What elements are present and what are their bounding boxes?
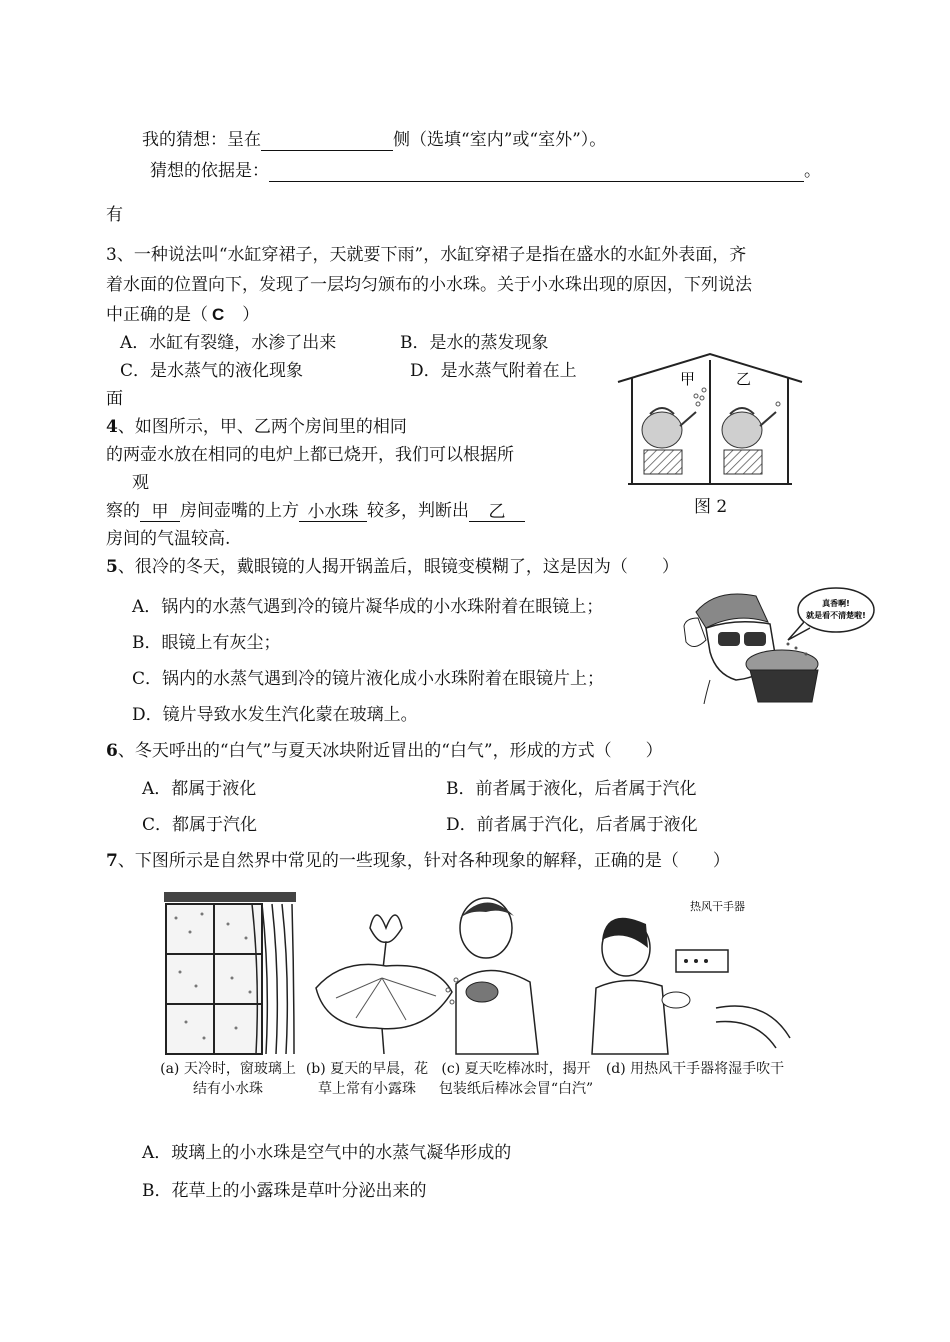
basis-blank[interactable] bbox=[269, 161, 804, 182]
q3-optC: C．是水蒸气的液化现象 bbox=[120, 361, 304, 381]
q3-line2: 着水面的位置向下，发现了一层均匀颁布的小水珠。关于小水珠出现的原因，下列说法 bbox=[106, 275, 752, 295]
q4-line1 bbox=[106, 416, 407, 438]
bubble-line1: 真香啊! bbox=[822, 599, 850, 608]
dryer-label: 热风干手器 bbox=[690, 900, 745, 913]
q6-optD: D．前者属于汽化，后者属于液化 bbox=[446, 815, 698, 835]
q3-optA: A．水缸有裂缝，水渗了出来 bbox=[120, 333, 337, 353]
q6-optC: C．都属于汽化 bbox=[142, 815, 258, 835]
basis-suffix: 。 bbox=[804, 161, 821, 181]
q5-optA: A．锅内的水蒸气遇到冷的镜片凝华成的小水珠附着在眼镜上； bbox=[132, 597, 604, 617]
q6-optA: A．都属于液化 bbox=[142, 779, 257, 799]
q5-stem: 、很冷的冬天，戴眼镜的人揭开锅盖后，眼镜变模糊了，这是因为（ ） bbox=[117, 557, 679, 577]
q4-text-a: 察的 bbox=[106, 501, 140, 521]
caption-a2: 结有小水珠 bbox=[193, 1081, 263, 1097]
q5-num: 5 bbox=[106, 557, 118, 577]
q7-stem-line bbox=[106, 850, 730, 872]
q4-blank1[interactable]: 甲 bbox=[140, 501, 180, 522]
q7-stem: 、下图所示是自然界中常见的一些现象，针对各种现象的解释，正确的是（ ） bbox=[117, 851, 730, 871]
bubble-line2: 就是看不清楚啦! bbox=[806, 611, 866, 620]
q5-optC: C．锅内的水蒸气遇到冷的镜片液化成小水珠附着在眼镜片上； bbox=[132, 669, 605, 689]
room-yi-label: 乙 bbox=[736, 370, 752, 388]
q7-optA: A．玻璃上的小水珠是空气中的水蒸气凝华形成的 bbox=[142, 1143, 512, 1163]
caption-a1: (a) 天冷时，窗玻璃上 bbox=[160, 1061, 296, 1077]
q4-line4 bbox=[106, 500, 525, 522]
q4-line2: 的两壶水放在相同的电炉上都已烧开，我们可以根据所 bbox=[106, 445, 514, 465]
phenomena-figure bbox=[156, 888, 796, 1058]
q3-optD: D．是水蒸气附着在上 bbox=[410, 361, 577, 381]
q3-line3 bbox=[106, 304, 259, 326]
q5-optB: B．眼镜上有灰尘； bbox=[132, 633, 281, 653]
caption-b1: (b) 夏天的早晨，花 bbox=[305, 1061, 429, 1077]
q4-text-c: 较多，判断出 bbox=[367, 501, 469, 521]
window-panel bbox=[164, 892, 296, 1054]
guess-blank[interactable] bbox=[261, 130, 393, 151]
q6-stem-line bbox=[106, 740, 663, 762]
q3-answer: C bbox=[212, 305, 225, 324]
q3-optD-cont: 面 bbox=[106, 389, 123, 409]
q6-optB: B．前者属于液化，后者属于汽化 bbox=[446, 779, 697, 799]
q4-blank3[interactable]: 乙 bbox=[469, 501, 525, 522]
q4-blank2[interactable]: 小水珠 bbox=[299, 501, 367, 522]
q7-optB: B．花草上的小露珠是草叶分泌出来的 bbox=[142, 1181, 427, 1201]
glasses-man-figure bbox=[676, 582, 876, 704]
q3-optB: B．是水的蒸发现象 bbox=[400, 333, 549, 353]
caption-c1: (c) 夏天吃棒冰时，揭开 bbox=[441, 1061, 591, 1077]
room-jia-label: 甲 bbox=[680, 370, 696, 388]
q5-stem-line bbox=[106, 556, 679, 578]
q5-optD: D．镜片导致水发生汽化蒙在玻璃上。 bbox=[132, 705, 418, 725]
q3-line3-prefix: 中正确的是（ bbox=[106, 305, 208, 325]
caption-b2: 草上常有小露珠 bbox=[318, 1081, 416, 1097]
q4-num: 4 bbox=[106, 417, 118, 437]
figure2-caption: 图 2 bbox=[694, 497, 728, 517]
girl-panel bbox=[592, 899, 790, 1054]
caption-c2: 包装纸后棒冰会冒“白汽” bbox=[438, 1081, 594, 1097]
two-rooms-figure bbox=[610, 352, 810, 492]
lotus-panel bbox=[316, 915, 452, 1054]
q4-line5: 房间的气温较高. bbox=[106, 529, 231, 549]
q7-num: 7 bbox=[106, 851, 118, 871]
guess-line bbox=[142, 129, 606, 151]
q4-line1-text: 、如图所示，甲、乙两个房间里的相同 bbox=[117, 417, 407, 437]
q3-line1: 3、一种说法叫“水缸穿裙子，天就要下雨”，水缸穿裙子是指在盛水的水缸外表面，齐 bbox=[106, 245, 747, 265]
basis-line bbox=[150, 160, 821, 182]
q6-num: 6 bbox=[106, 741, 118, 761]
stray-char: 有 bbox=[106, 205, 123, 225]
q4-line3: 观 bbox=[132, 473, 149, 493]
q4-text-b: 房间壶嘴的上方 bbox=[180, 501, 299, 521]
guess-prefix: 我的猜想：呈在 bbox=[142, 130, 261, 150]
q6-stem: 、冬天呼出的“白气”与夏天冰块附近冒出的“白气”，形成的方式（ ） bbox=[117, 741, 663, 761]
boy-panel bbox=[446, 898, 538, 1054]
basis-prefix: 猜想的依据是： bbox=[150, 161, 269, 181]
guess-suffix: 侧（选填“室内”或“室外”）。 bbox=[393, 130, 607, 150]
q3-line3-suffix: ） bbox=[242, 305, 260, 325]
caption-d1: (d) 用热风干手器将湿手吹干 bbox=[605, 1061, 785, 1077]
